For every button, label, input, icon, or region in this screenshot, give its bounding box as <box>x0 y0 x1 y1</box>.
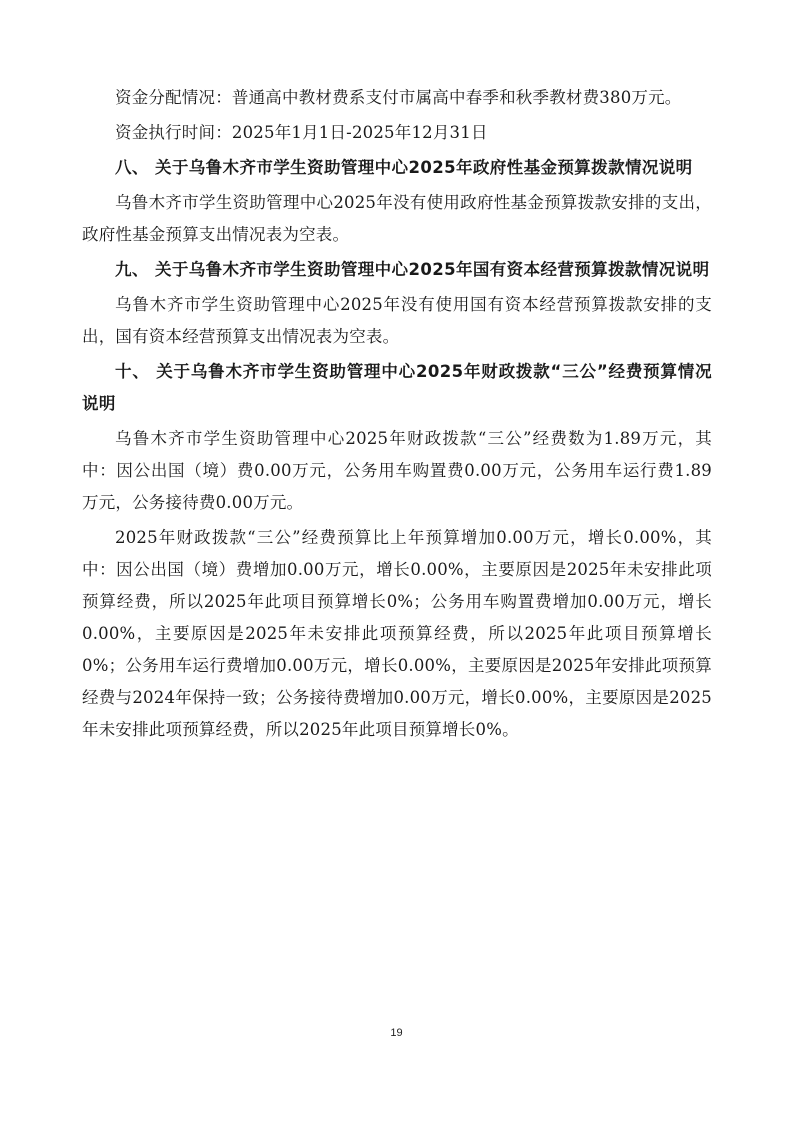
section-10-body-1: 乌鲁木齐市学生资助管理中心2025年财政拨款“三公”经费数为1.89万元，其中：因公出国（境）费0.00万元，公务用车购置费0.00万元，公务用车运行费1.89万元，公务接待费0.00万元。 <box>82 429 712 512</box>
document-page <box>82 82 712 749</box>
section-10-body-2: 2025年财政拨款“三公”经费预算比上年预算增加0.00万元，增长0.00%，其中：因公出国（境）费增加0.00万元，增长0.00%，主要原因是2025年未安排此项预算经费，所以2025年此项目预算增长0%；公务用车购置费增加0.00万元，增长0.00%，主要原因是2025年未安排此项预算经费，所以2025年此项目预算增长0%；公务用车运行费增加0.00万元，增长0.00%，主要原因是2025年安排此项预算经费与2024年保持一致；公务接待费增加0.00万元，增长0.00%，主要原因是2025年未安排此项预算经费，所以2025年此项目预算增长0%。 <box>82 528 712 739</box>
execution-time-paragraph: 资金执行时间：2025年1月1日-2025年12月31日 <box>115 123 488 142</box>
section-10-heading: 十、 关于乌鲁木齐市学生资助管理中心2025年财政拨款“三公”经费预算情况说明 <box>82 362 712 413</box>
section-9-heading: 九、 关于乌鲁木齐市学生资助管理中心2025年国有资本经营预算拨款情况说明 <box>115 260 710 279</box>
section-8-heading: 八、 关于乌鲁木齐市学生资助管理中心2025年政府性基金预算拨款情况说明 <box>115 158 693 177</box>
fund-allocation-paragraph: 资金分配情况：普通高中教材费系支付市属高中春季和秋季教材费380万元。 <box>115 88 682 107</box>
page-number: 19 <box>390 1027 403 1039</box>
section-9-body: 乌鲁木齐市学生资助管理中心2025年没有使用国有资本经营预算拨款安排的支出，国有资本经营预算支出情况表为空表。 <box>82 295 712 346</box>
section-8-body: 乌鲁木齐市学生资助管理中心2025年没有使用政府性基金预算拨款安排的支出，政府性基金预算支出情况表为空表。 <box>82 193 712 244</box>
